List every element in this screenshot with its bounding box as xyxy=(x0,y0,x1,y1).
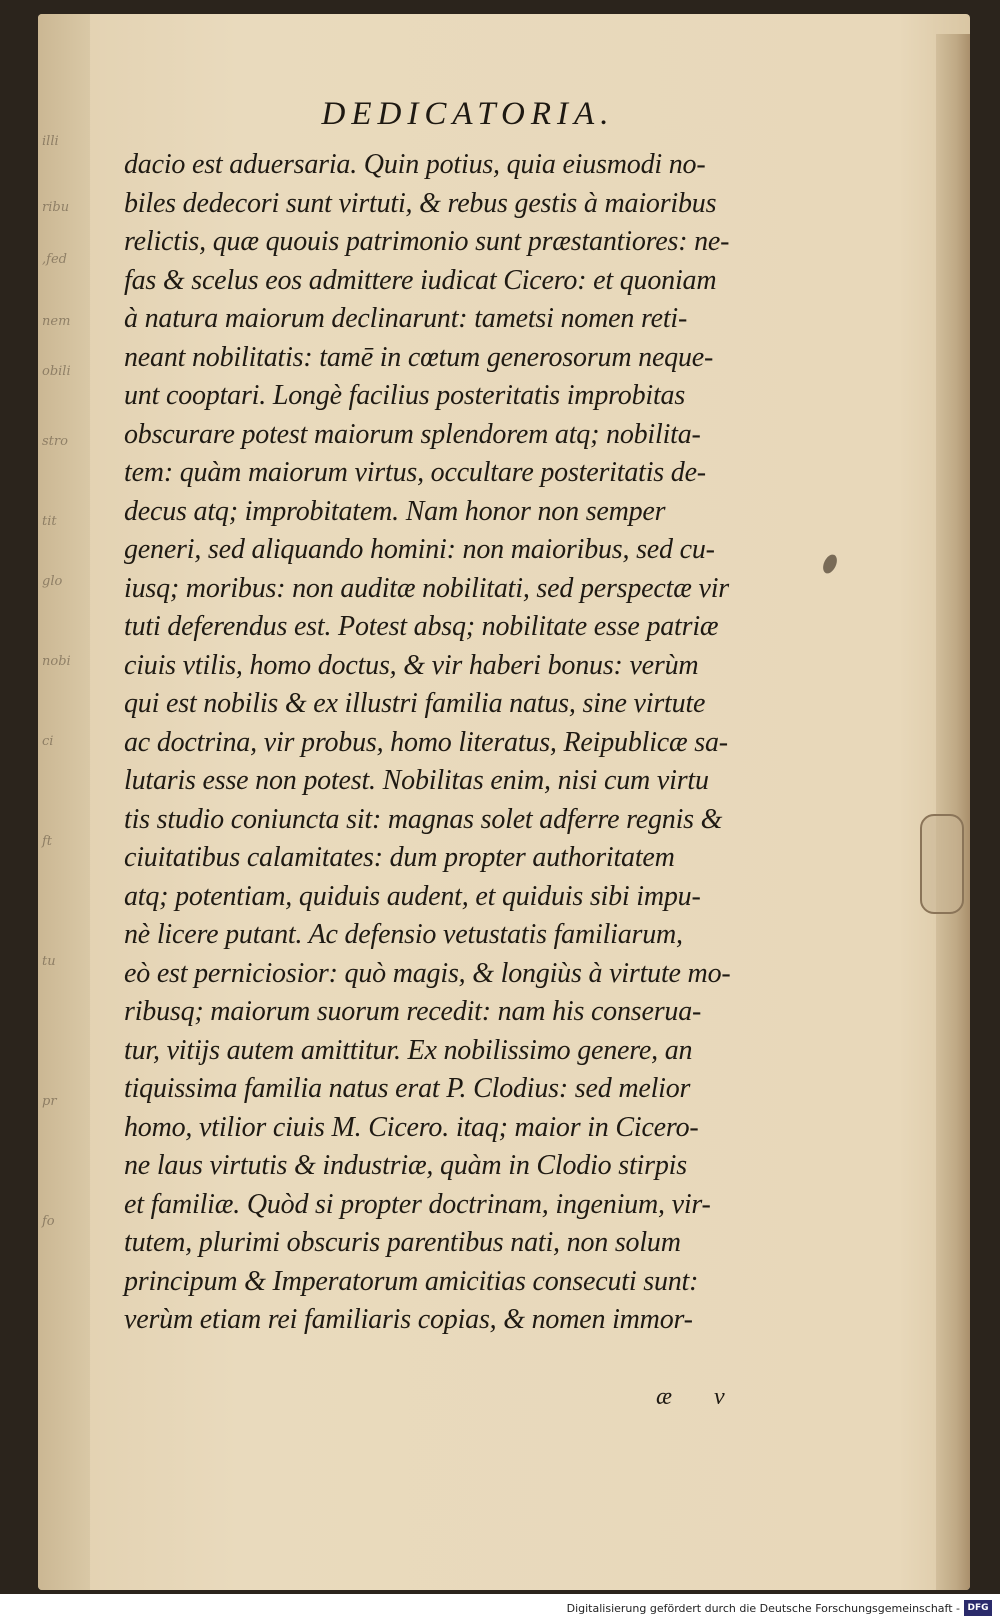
text-line: qui est nobilis & ex illustri familia natus, sine virtute xyxy=(124,688,706,719)
text-line: decus atq; improbitatem. Nam honor non semper xyxy=(124,495,666,527)
text-line: atq; potentiam, quiduis audent, et quiduis sibi impu- xyxy=(124,880,701,912)
digitization-footer xyxy=(0,1594,1000,1623)
text-line: neant nobilitatis: tamē in cœtum generosorum neque- xyxy=(124,341,714,373)
signature-mark: æ v xyxy=(656,1384,743,1410)
book-page xyxy=(38,14,970,1590)
text-line: fas & scelus eos admittere iudicat Cicero: et quoniam xyxy=(124,264,717,296)
text-line: principum & Imperatorum amicitias consecuti sunt: xyxy=(124,1265,699,1297)
text-line: dacio est aduersaria. Quin potius, quia eiusmodi no- xyxy=(124,149,706,180)
text-line: biles dedecori sunt virtuti, & rebus gestis à maioribus xyxy=(124,187,717,219)
text-line: ciuis vtilis, homo doctus, & vir haberi bonus: verùm xyxy=(124,649,699,681)
text-line: tuti deferendus est. Potest absq; nobilitate esse patriæ xyxy=(124,611,719,642)
text-line: ac doctrina, vir probus, homo literatus, Reipublicæ sa- xyxy=(124,726,728,758)
text-line: verùm etiam rei familiaris copias, & nomen immor- xyxy=(124,1304,693,1335)
text-line: ciuitatibus calamitates: dum propter authoritatem xyxy=(124,842,675,873)
body-text xyxy=(124,146,774,1340)
text-line: iusq; moribus: non auditæ nobilitati, sed perspectæ vir xyxy=(124,572,729,604)
text-line: relictis, quæ quouis patrimonio sunt præstantiores: ne- xyxy=(124,226,730,257)
text-line: ribusq; maiorum suorum recedit: nam his conserua- xyxy=(124,996,702,1027)
page-fore-edge xyxy=(936,34,970,1590)
text-line: lutaris esse non potest. Nobilitas enim, nisi cum virtu xyxy=(124,765,709,796)
running-header: DEDICATORIA. xyxy=(321,96,615,132)
dfg-logo: DFG xyxy=(964,1600,992,1616)
text-line: nè licere putant. Ac defensio vetustatis familiarum, xyxy=(124,919,683,950)
text-line: tem: quàm maiorum virtus, occultare posteritatis de- xyxy=(124,457,706,488)
page-clip xyxy=(920,814,964,914)
text-line: tur, vitijs autem amittitur. Ex nobilissimo genere, an xyxy=(124,1034,693,1066)
text-line: ne laus virtutis & industriæ, quàm in Clodio stirpis xyxy=(124,1150,687,1181)
text-line: homo, vtilior ciuis M. Cicero. itaq; maior in Cicero- xyxy=(124,1111,699,1143)
ink-smudge xyxy=(820,552,839,575)
facing-page-edge: illi ribu ,fed nem obili stro tit glo nobi ci ft tu pr fo xyxy=(38,14,90,1590)
footer-credit: Digitalisierung gefördert durch die Deutsche Forschungsgemeinschaft - xyxy=(566,1602,960,1615)
text-line: à natura maiorum declinarunt: tametsi nomen reti- xyxy=(124,303,688,334)
text-line: tis studio coniuncta sit: magnas solet adferre regnis & xyxy=(124,803,723,835)
text-line: generi, sed aliquando homini: non maioribus, sed cu- xyxy=(124,534,715,565)
text-line: eò est perniciosior: quò magis, & longiùs à virtute mo- xyxy=(124,957,731,989)
text-line: tiquissima familia natus erat P. Clodius: sed melior xyxy=(124,1073,691,1104)
text-line: et familiæ. Quòd si propter doctrinam, ingenium, vir- xyxy=(124,1188,711,1220)
text-line: obscurare potest maiorum splendorem atq; nobilita- xyxy=(124,418,701,450)
text-line: tutem, plurimi obscuris parentibus nati, non solum xyxy=(124,1227,681,1258)
text-line: unt cooptari. Longè facilius posteritatis improbitas xyxy=(124,380,686,411)
